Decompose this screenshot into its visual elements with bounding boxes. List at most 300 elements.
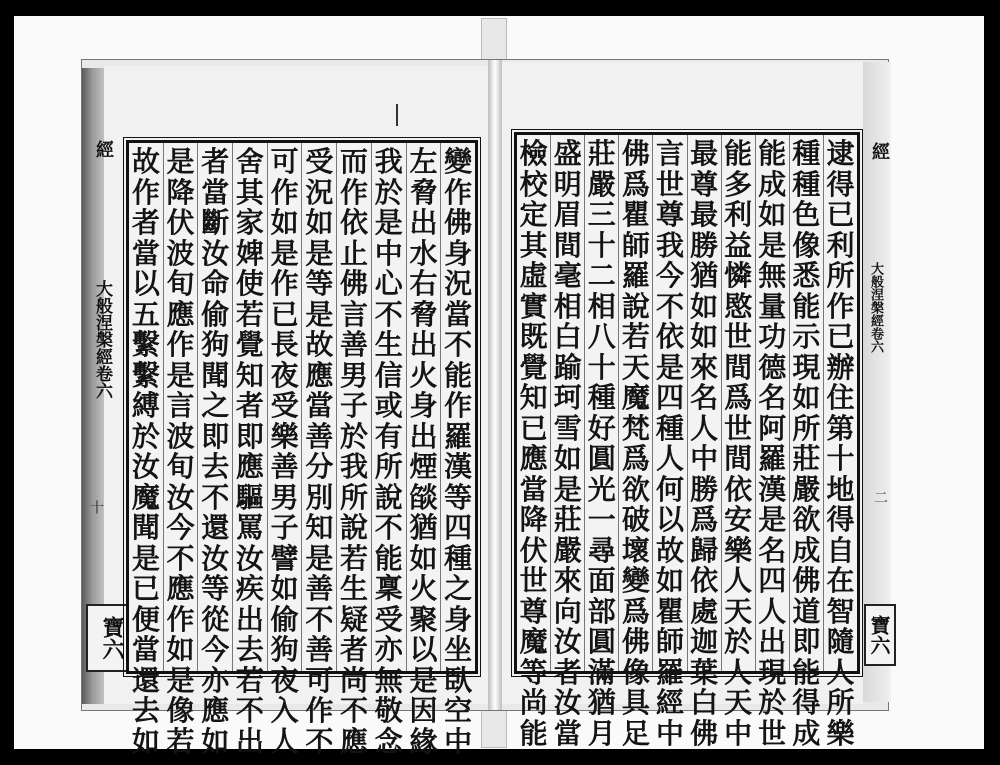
character: 知 [305,511,334,544]
character: 子 [340,389,369,422]
character: 出 [235,724,264,758]
character: 知 [519,381,548,414]
character: 具 [621,686,650,719]
character: 人 [690,411,719,445]
character: 是 [166,358,195,392]
character: 疑 [340,602,369,636]
character: 繫 [131,358,160,392]
character: 身 [444,236,473,270]
character: 已 [131,572,160,605]
character: 佛 [340,267,369,300]
character: 覺 [235,328,264,361]
character: 火 [409,572,438,605]
character: 愍 [724,289,753,323]
character: 出 [235,602,264,636]
character: 間 [724,442,753,475]
character: 尊 [655,198,684,231]
character: 善 [305,419,334,453]
character: 分 [305,450,334,483]
character: 疾 [235,572,264,605]
character: 出 [409,328,438,361]
character: 其 [235,175,264,209]
character: 魔 [621,381,650,414]
character: 種 [655,411,684,445]
character: 依 [724,472,753,506]
character: 示 [792,320,821,353]
character: 不 [235,694,264,727]
character: 作 [270,267,299,300]
left-leaf-number: 十 [88,500,104,514]
character: 所 [826,259,855,292]
character: 作 [270,175,299,209]
character: 去 [131,694,160,727]
character: 身 [409,389,438,422]
character: 使 [235,267,264,300]
left-volume-mark: 寶六 [86,604,130,672]
character: 左 [409,145,438,178]
character: 如 [409,541,438,575]
character: 辦 [826,350,855,384]
character: 爲 [690,503,719,536]
character: 尚 [340,663,369,697]
character: 善 [270,450,299,483]
character: 欲 [621,472,650,506]
character: 等 [519,655,548,689]
character: 故 [305,328,334,361]
character: 所 [340,480,369,514]
text-column [163,143,198,758]
ink-mark [396,104,408,126]
character: 隨 [826,625,855,658]
character: 汝 [166,480,195,514]
character: 羅 [758,442,787,475]
character: 出 [409,206,438,239]
character: 相 [553,289,582,323]
character: 者 [131,206,160,239]
character: 最 [690,137,719,170]
text-column [129,143,163,758]
character: 作 [166,602,195,636]
character: 欲 [792,503,821,536]
character: 既 [519,320,548,353]
character: 狗 [201,328,230,361]
character: 佛 [690,716,719,750]
character: 勝 [690,228,719,262]
character: 能 [444,358,473,392]
character: 斷 [201,206,230,239]
character: 應 [340,724,369,758]
character: 經 [655,686,684,719]
character: 利 [724,198,753,231]
character: 善 [305,572,334,605]
character: 十 [587,228,616,262]
character: 像 [792,228,821,262]
character: 實 [519,289,548,323]
character: 是 [131,541,160,575]
left-margin-chapter: 大般涅槃經卷六 [92,280,112,399]
character: 是 [758,228,787,262]
character: 是 [758,503,787,536]
character: 佛 [444,206,473,239]
character: 是 [270,236,299,270]
character: 色 [792,198,821,231]
character: 說 [340,511,369,544]
character: 何 [655,472,684,506]
character: 波 [166,236,195,270]
character: 或 [374,389,403,422]
character: 便 [131,602,160,636]
character: 應 [519,442,548,475]
character: 若 [166,724,195,758]
character: 舍 [235,145,264,178]
character: 汝 [131,450,160,483]
character: 爲 [621,442,650,475]
character: 尚 [519,686,548,719]
binding-clip-bottom [481,706,507,748]
character: 面 [587,564,616,597]
character: 逮 [826,137,855,170]
character: 種 [444,541,473,575]
left-text-block [126,140,478,758]
character: 我 [340,450,369,483]
character: 是 [305,541,334,575]
character: 佛 [621,625,650,658]
character: 如 [131,724,160,758]
character: 善 [340,328,369,361]
character: 梵 [621,411,650,445]
character: 當 [201,175,230,209]
character: 去 [235,633,264,666]
character: 於 [758,686,787,719]
character: 一 [587,503,616,536]
character: 明 [553,167,582,201]
character: 受 [305,145,334,178]
character: 水 [409,236,438,270]
character: 依 [340,206,369,239]
text-column [267,143,302,758]
character: 月 [587,716,616,750]
character: 者 [553,655,582,689]
character: 於 [131,419,160,453]
character: 於 [374,175,403,209]
character: 不 [201,480,230,514]
character: 世 [655,167,684,201]
text-column [440,143,475,758]
character: 還 [131,663,160,697]
character: 三 [587,198,616,231]
character: 不 [374,511,403,544]
text-column [550,135,584,750]
character: 等 [201,572,230,605]
character: 聚 [409,602,438,636]
character: 脅 [409,175,438,209]
character: 火 [409,358,438,392]
character: 知 [235,358,264,392]
character: 爲 [621,594,650,628]
character: 在 [826,564,855,597]
character: 中 [374,236,403,270]
character: 能 [519,716,548,750]
character: 迦 [690,625,719,658]
character: 依 [655,320,684,353]
character: 世 [724,320,753,353]
character: 家 [235,206,264,239]
character: 圓 [587,625,616,658]
character: 長 [270,328,299,361]
character: 能 [758,137,787,170]
character: 如 [690,320,719,353]
character: 汝 [201,236,230,270]
character: 名 [758,381,787,414]
character: 尊 [519,594,548,628]
character: 德 [758,350,787,384]
character: 是 [166,663,195,697]
character: 應 [235,450,264,483]
character: 已 [519,411,548,445]
character: 如 [792,381,821,414]
character: 四 [758,564,787,597]
character: 有 [374,419,403,453]
character: 依 [690,564,719,597]
character: 尋 [587,533,616,567]
character: 如 [553,442,582,475]
character: 從 [201,602,230,636]
character: 嚴 [553,533,582,567]
character: 子 [270,511,299,544]
character: 住 [826,381,855,414]
character: 世 [519,564,548,597]
character: 阿 [758,411,787,445]
character: 若 [340,541,369,575]
character: 等 [444,480,473,514]
character: 人 [826,655,855,689]
character: 如 [270,572,299,605]
character: 應 [166,572,195,605]
character: 者 [235,389,264,422]
character: 像 [621,655,650,689]
character: 多 [724,167,753,201]
character: 尊 [690,167,719,201]
right-margin-chapter: 大般涅槃經卷六 [868,262,883,353]
character: 人 [758,594,787,628]
character: 悉 [792,259,821,292]
character: 降 [519,503,548,536]
character: 當 [305,389,334,422]
character: 當 [444,297,473,331]
character: 還 [201,511,230,544]
character: 作 [131,175,160,209]
character: 量 [758,289,787,323]
character: 不 [655,289,684,323]
character: 脅 [409,297,438,331]
character: 好 [587,411,616,445]
text-column [755,135,789,750]
text-column [336,143,371,758]
character: 信 [374,358,403,392]
character: 師 [655,625,684,658]
character: 若 [621,320,650,353]
character: 如 [201,724,230,758]
character: 種 [587,381,616,414]
character: 當 [519,472,548,506]
character: 瞿 [621,198,650,231]
character: 樂 [724,533,753,567]
character: 伏 [519,533,548,567]
character: 之 [444,572,473,605]
character: 即 [792,625,821,658]
character: 可 [305,663,334,697]
character: 葉 [690,655,719,689]
right-volume-mark: 寶六 [864,604,896,666]
character: 波 [166,419,195,453]
character: 莊 [587,137,616,170]
character: 出 [409,419,438,453]
character: 不 [305,602,334,636]
character: 我 [655,228,684,262]
character: 瞿 [655,594,684,628]
character: 去 [201,450,230,483]
character: 魔 [519,625,548,658]
character: 是 [655,350,684,384]
character: 足 [621,716,650,750]
character: 向 [553,594,582,628]
character: 是 [305,236,334,270]
character: 今 [166,511,195,544]
character: 生 [374,328,403,361]
character: 說 [621,289,650,323]
character: 八 [587,320,616,353]
character: 止 [340,236,369,270]
character: 中 [690,442,719,475]
character: 夜 [270,663,299,697]
character: 狗 [270,633,299,666]
character: 功 [758,320,787,353]
character: 言 [655,137,684,170]
character: 聞 [201,358,230,392]
character: 覺 [519,350,548,384]
character: 聞 [131,511,160,544]
character: 如 [690,289,719,323]
character: 已 [826,198,855,231]
character: 無 [758,259,787,292]
character: 以 [409,633,438,666]
character: 變 [444,145,473,178]
character: 是 [305,297,334,331]
text-column [721,135,755,750]
text-column [517,135,550,750]
character: 應 [166,297,195,331]
character: 言 [340,297,369,331]
character: 生 [340,572,369,605]
character: 別 [305,480,334,514]
character: 已 [270,297,299,331]
character: 作 [444,175,473,209]
character: 不 [444,328,473,361]
character: 若 [235,663,264,697]
character: 故 [131,145,160,178]
character: 最 [690,198,719,231]
character: 所 [374,450,403,483]
character: 成 [758,167,787,201]
character: 地 [826,472,855,506]
character: 名 [690,381,719,414]
character: 即 [201,419,230,453]
character: 白 [553,320,582,353]
character: 稟 [374,572,403,605]
character: 所 [792,411,821,445]
character: 現 [758,655,787,689]
character: 處 [690,594,719,628]
character: 種 [792,167,821,201]
character: 得 [826,167,855,201]
right-text-block [514,132,860,750]
character: 踰 [553,350,582,384]
character: 所 [826,686,855,719]
character: 智 [826,594,855,628]
character: 羅 [655,655,684,689]
character: 受 [374,602,403,636]
character: 汝 [553,686,582,719]
character: 如 [166,633,195,666]
character: 以 [655,503,684,536]
character: 莊 [792,442,821,475]
character: 念 [374,724,403,758]
character: 十 [587,350,616,384]
character: 汝 [201,541,230,575]
character: 能 [792,289,821,323]
character: 降 [166,175,195,209]
character: 臥 [444,663,473,697]
character: 檢 [519,137,548,170]
character: 世 [758,716,787,750]
text-column [371,143,406,758]
character: 言 [166,389,195,422]
character: 坐 [444,633,473,666]
character: 猶 [690,259,719,292]
character: 憐 [724,259,753,292]
character: 圓 [587,442,616,475]
character: 命 [201,267,230,300]
character: 天 [621,350,650,384]
character: 五 [131,297,160,331]
character: 等 [305,267,334,300]
character: 是 [553,472,582,506]
character: 因 [409,694,438,727]
character: 況 [305,175,334,209]
character: 破 [621,503,650,536]
character: 人 [270,724,299,758]
character: 作 [166,328,195,361]
character: 歸 [690,533,719,567]
character: 世 [724,411,753,445]
character: 爲 [621,167,650,201]
character: 敬 [374,694,403,727]
character: 天 [724,686,753,719]
book-gutter [488,60,502,710]
character: 況 [444,267,473,300]
text-column [406,143,441,758]
character: 作 [826,289,855,323]
left-margin-title: 經 [93,140,114,160]
character: 毫 [553,259,582,292]
character: 作 [444,389,473,422]
character: 亦 [201,663,230,697]
character: 四 [444,511,473,544]
character: 校 [519,167,548,201]
character: 譬 [270,541,299,575]
character: 出 [758,625,787,658]
right-leaf-number: 二 [872,490,888,504]
